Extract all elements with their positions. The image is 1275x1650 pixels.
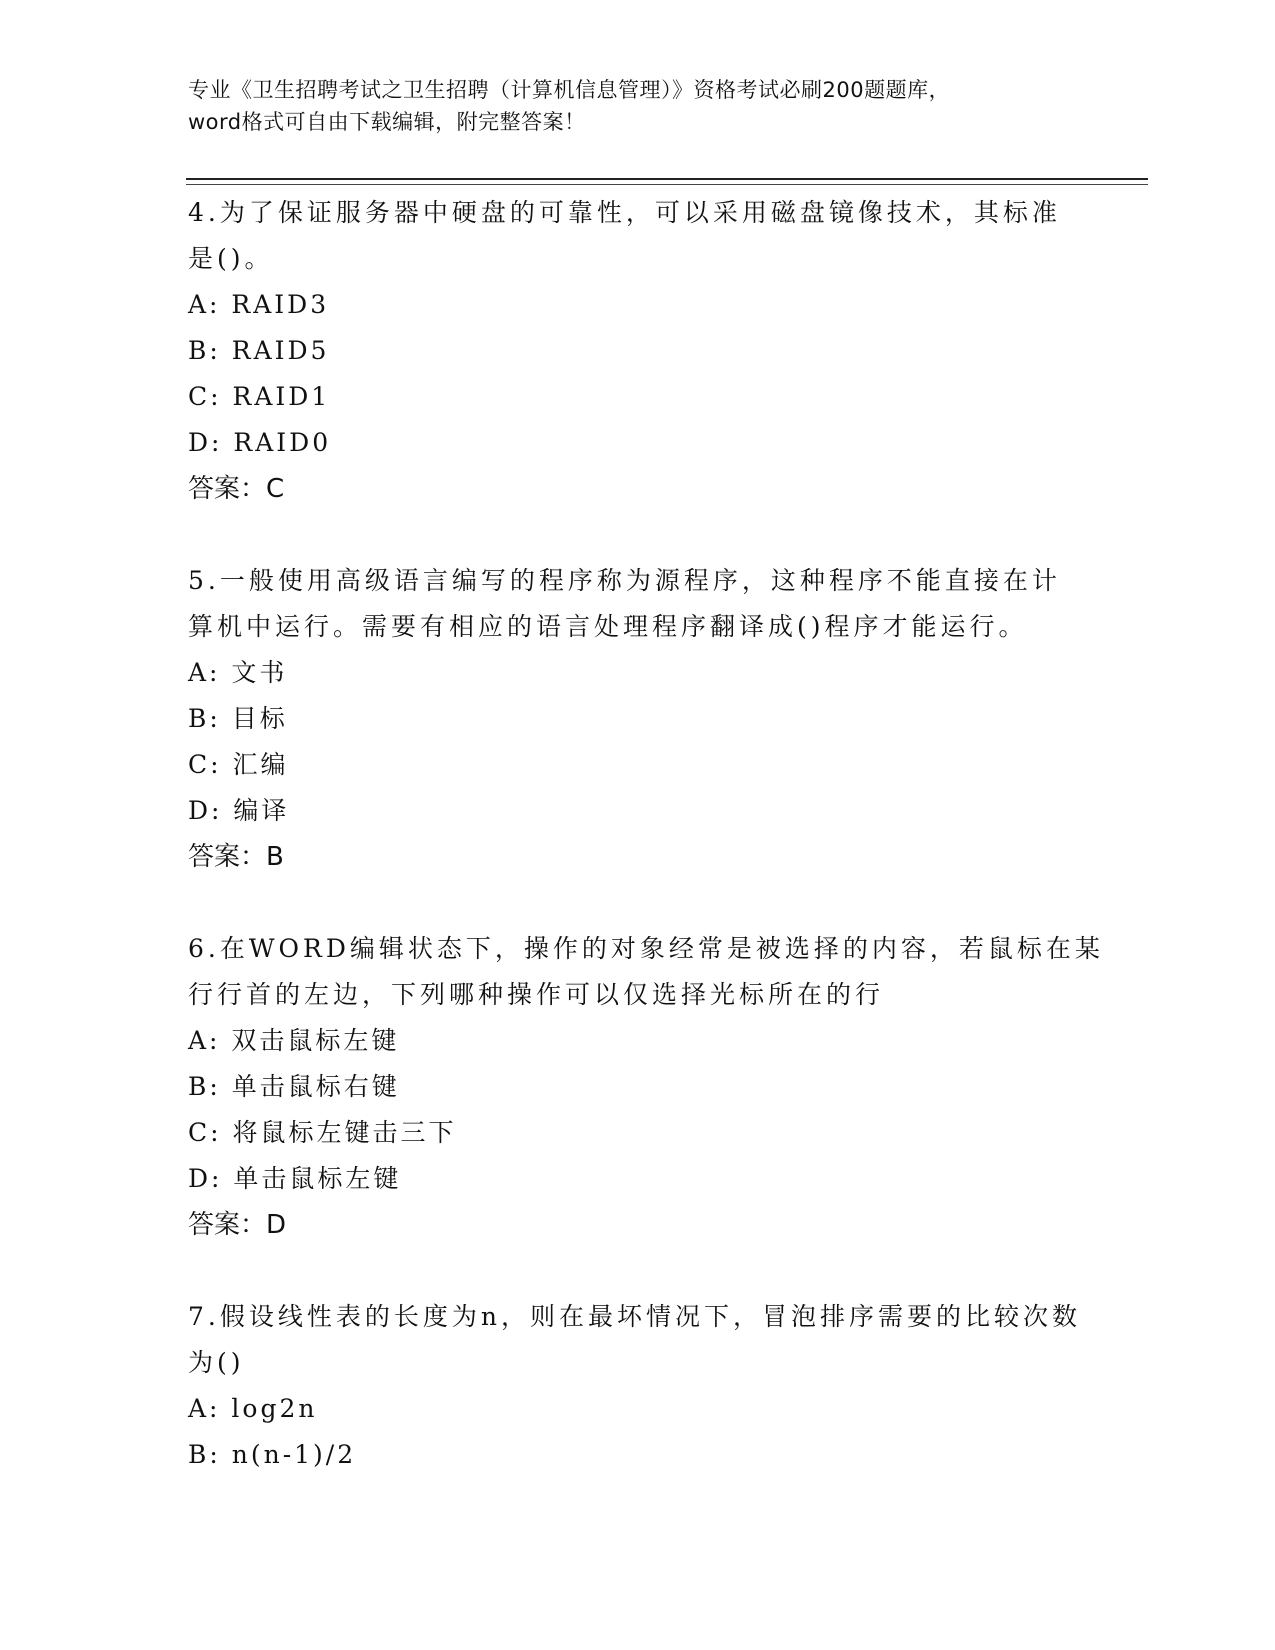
option-b: B: 目标 bbox=[188, 704, 288, 733]
header-line-2: word格式可自由下载编辑，附完整答案！ bbox=[188, 110, 586, 134]
answer: 答案：C bbox=[188, 474, 285, 504]
option-a: A: log2n bbox=[188, 1394, 318, 1423]
option-d: D: RAID0 bbox=[188, 428, 332, 457]
question-text-line: 为() bbox=[188, 1348, 245, 1377]
option-a: A: RAID3 bbox=[188, 290, 330, 319]
option-c: C: 将鼠标左键击三下 bbox=[188, 1118, 457, 1147]
question-list bbox=[188, 190, 1104, 1478]
option-a: A: 文书 bbox=[188, 658, 288, 687]
answer: 答案：D bbox=[188, 1210, 287, 1240]
option-a: A: 双击鼠标左键 bbox=[188, 1026, 400, 1055]
answer: 答案：B bbox=[188, 842, 284, 872]
option-d: D: 编译 bbox=[188, 796, 290, 825]
option-c: C: 汇编 bbox=[188, 750, 289, 779]
header-divider-thin bbox=[186, 184, 1148, 185]
option-c: C: RAID1 bbox=[188, 382, 331, 411]
option-d: D: 单击鼠标左键 bbox=[188, 1164, 402, 1193]
question-text-line: 是()。 bbox=[188, 244, 274, 273]
option-b: B: 单击鼠标右键 bbox=[188, 1072, 400, 1101]
question-text-line: 4.为了保证服务器中硬盘的可靠性，可以采用磁盘镜像技术，其标准 bbox=[188, 198, 1061, 227]
option-b: B: RAID5 bbox=[188, 336, 330, 365]
question-text-line: 6.在WORD编辑状态下，操作的对象经常是被选择的内容，若鼠标在某 bbox=[188, 934, 1104, 963]
question-text-line: 7.假设线性表的长度为n，则在最坏情况下，冒泡排序需要的比较次数 bbox=[188, 1302, 1081, 1331]
question-text-line: 5.一般使用高级语言编写的程序称为源程序，这种程序不能直接在计 bbox=[188, 566, 1061, 595]
question-4 bbox=[188, 190, 1088, 512]
question-text-line: 算机中运行。需要有相应的语言处理程序翻译成()程序才能运行。 bbox=[188, 612, 1028, 641]
header-line-1: 专业《卫生招聘考试之卫生招聘（计算机信息管理）》资格考试必刷200题题库， bbox=[188, 78, 951, 102]
question-7 bbox=[188, 1294, 1088, 1478]
question-text-line: 行行首的左边，下列哪种操作可以仅选择光标所在的行 bbox=[188, 980, 885, 1009]
question-5 bbox=[188, 558, 1088, 880]
document-header bbox=[188, 74, 1088, 138]
option-b: B: n(n-1)/2 bbox=[188, 1440, 357, 1469]
question-6 bbox=[188, 926, 1104, 1248]
header-divider-thick bbox=[186, 178, 1148, 180]
